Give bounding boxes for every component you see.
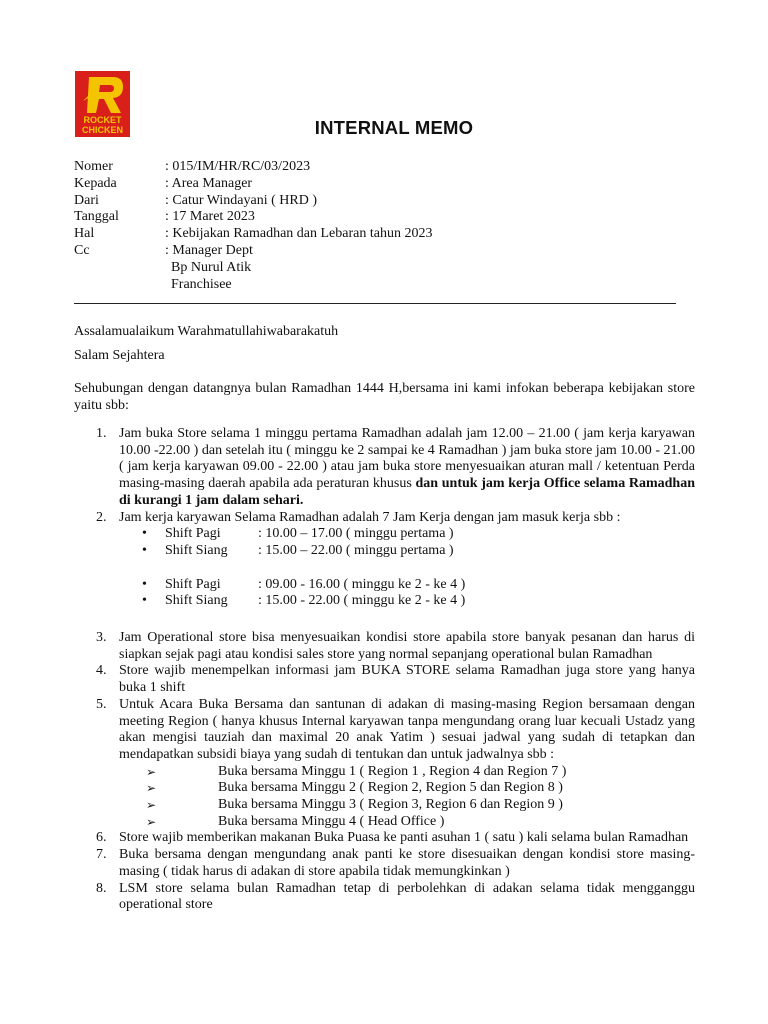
intro-paragraph: Sehubungan dengan datangnya bulan Ramadhan 1444 H,bersama ini kami infokan beberapa kebijakan store yaitu sbb:: [74, 381, 695, 413]
list-item: 7. Buka bersama dengan mengundang anak panti ke store disesuaikan dengan kondisi store masing-masing ( tidak harus di adakan di store apabila tidak memungkinkan ): [96, 847, 695, 879]
header-row-kepada: Kepada : Area Manager: [74, 175, 253, 191]
header-divider: [74, 303, 676, 304]
shift-row: • Shift Pagi : 09.00 - 16.00 ( minggu ke 2 - ke 4 ): [74, 577, 695, 594]
page-title: INTERNAL MEMO: [314, 117, 474, 138]
list-item: 6. Store wajib memberikan makanan Buka Puasa ke panti asuhan 1 ( satu ) kali selama bulan Ramadhan: [96, 830, 689, 846]
bullet-icon: •: [142, 593, 147, 609]
header-row-nomer: Nomer : 015/IM/HR/RC/03/2023: [74, 159, 311, 174]
list-item: 2. Jam kerja karyawan Selama Ramadhan adalah 7 Jam Kerja dengan jam masuk kerja sbb :: [96, 509, 621, 525]
cc-extra-1: Bp Nurul Atik: [171, 259, 252, 275]
logo-text-line1: ROCKET: [83, 115, 122, 125]
schedule-row: ➢ Buka bersama Minggu 1 ( Region 1 , Region 4 dan Region 7 ): [74, 764, 695, 781]
header-row-tanggal: Tanggal : 17 Maret 2023: [74, 209, 255, 225]
arrow-bullet-icon: ➢: [146, 764, 157, 779]
list-item: 8. LSM store selama bulan Ramadhan tetap di perbolehkan di adakan selama tidak mengganggu operational store: [96, 880, 695, 913]
list-item: 3. Jam Operational store bisa menyesuaikan kondisi store apabila store banyak pesanan dan harus di siapkan sejak pagi atau kondisi sales store yang normal sepanjang operational bulan Ramadhan: [96, 630, 695, 662]
schedule-row: ➢ Buka bersama Minggu 4 ( Head Office ): [74, 814, 695, 831]
list-item: 5. Untuk Acara Buka Bersama dan santunan di adakan di masing-masing Region bersamaan dengan meeting Region ( hanya khusus Internal karyawan tanpa mengundang orang luar kecuali Ustadz yang akan mengisi tauziah dan maximal 20 anak Yatim ) sesuai jadwal yang sudah di tetapkan dan mendapatkan subsidi biaya yang sudah di tentukan dan untuk jadwalnya sbb :: [96, 696, 695, 762]
list-item: 4. Store wajib menempelkan informasi jam BUKA STORE selama Ramadhan juga store yang hanya buka 1 shift: [96, 663, 695, 696]
arrow-bullet-icon: ➢: [146, 781, 157, 796]
header-row-dari: Dari : Catur Windayani ( HRD ): [74, 192, 317, 208]
policy-list: [74, 426, 695, 914]
cc-extra-2: Franchisee: [171, 276, 232, 292]
memo-header: [74, 159, 432, 293]
schedule-row: ➢ Buka bersama Minggu 2 ( Region 2, Region 5 dan Region 8 ): [74, 780, 695, 797]
shift-row: • Shift Pagi : 10.00 – 17.00 ( minggu pertama ): [74, 526, 695, 543]
bullet-icon: •: [142, 542, 147, 558]
arrow-bullet-icon: ➢: [146, 814, 157, 829]
greeting-salam: Assalamualaikum Warahmatullahiwabarakatuh: [74, 324, 339, 339]
shift-row: • Shift Siang : 15.00 – 22.00 ( minggu pertama ): [74, 543, 695, 560]
header-row-hal: Hal : Kebijakan Ramadhan dan Lebaran tahun 2023: [74, 226, 433, 242]
greeting-sejahtera: Salam Sejahtera: [74, 348, 165, 363]
bullet-icon: •: [142, 526, 147, 542]
logo-text-line2: CHICKEN: [81, 125, 124, 135]
schedule-row: ➢ Buka bersama Minggu 3 ( Region 3, Region 6 dan Region 9 ): [74, 797, 695, 814]
header-row-cc: Cc : Manager Dept: [74, 242, 253, 258]
list-item: 1. Jam buka Store selama 1 minggu pertama Ramadhan adalah jam 12.00 – 21.00 ( jam kerja karyawan 10.00 -22.00 ) dan setelah itu ( minggu ke 2 sampai ke 4 Ramadhan ) jam buka store jam 10.00 - 21.00 ( jam kerja karyawan 09.00 - 22.00 ) atau jam buka store menyesuaikan aturan mall / ketentuan Perda masing-masing daerah apabila ada peraturan khusus dan untuk jam kerja Office selama Ramadhan di kurangi 1 jam dalam sehari.: [96, 426, 695, 508]
bullet-icon: •: [142, 576, 147, 592]
shift-row: • Shift Siang : 15.00 - 22.00 ( minggu ke 2 - ke 4 ): [74, 593, 695, 610]
arrow-bullet-icon: ➢: [146, 798, 157, 813]
